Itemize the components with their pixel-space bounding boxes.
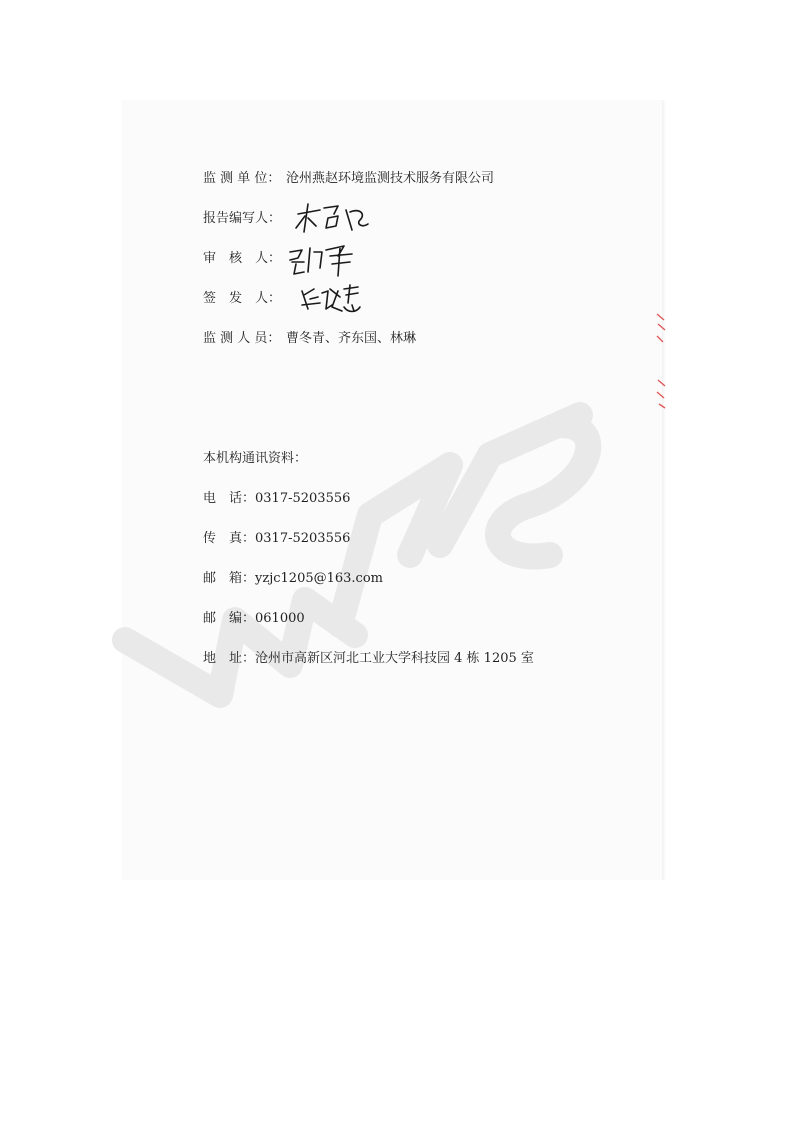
wps-watermark-logo bbox=[110, 395, 630, 725]
monitor-staff-label: 监 测 人 员： bbox=[203, 331, 281, 346]
report-writer-row bbox=[203, 211, 281, 227]
postcode-label: 邮 编： bbox=[203, 611, 256, 626]
fax-value: 0317-5203556 bbox=[255, 531, 351, 546]
postcode-value: 061000 bbox=[255, 611, 305, 626]
monitor-unit-row bbox=[203, 171, 494, 187]
monitor-unit-value: 沧州燕赵环境监测技术服务有限公司 bbox=[286, 171, 495, 186]
fax-label: 传 真： bbox=[203, 531, 256, 546]
email-row bbox=[203, 571, 383, 587]
monitor-unit-label: 监 测 单 位： bbox=[203, 171, 281, 186]
page-edge-shadow bbox=[662, 100, 666, 880]
email-value: yzjc1205@163.com bbox=[255, 571, 383, 586]
phone-label: 电 话： bbox=[203, 491, 256, 506]
email-label: 邮 箱： bbox=[203, 571, 256, 586]
phone-value: 0317-5203556 bbox=[255, 491, 351, 506]
report-writer-signature bbox=[290, 200, 370, 236]
address-value: 沧州市高新区河北工业大学科技园 4 栋 1205 室 bbox=[255, 651, 534, 666]
report-writer-label: 报告编写人： bbox=[203, 211, 282, 226]
monitor-staff-value: 曹冬青、齐东国、林琳 bbox=[286, 331, 417, 346]
issuer-signature bbox=[298, 283, 362, 317]
contact-heading: 本机构通讯资料： bbox=[203, 451, 308, 466]
postcode-row bbox=[203, 611, 305, 627]
reviewer-label: 审 核 人： bbox=[203, 251, 282, 266]
issuer-label: 签 发 人： bbox=[203, 291, 282, 306]
phone-row bbox=[203, 491, 350, 507]
red-seal-fragment bbox=[655, 312, 667, 412]
fax-row bbox=[203, 531, 350, 547]
monitor-staff-row bbox=[203, 331, 416, 347]
issuer-row bbox=[203, 291, 281, 307]
address-row bbox=[203, 651, 534, 667]
reviewer-row bbox=[203, 251, 281, 267]
reviewer-signature bbox=[286, 242, 356, 278]
address-label: 地 址： bbox=[203, 651, 256, 666]
